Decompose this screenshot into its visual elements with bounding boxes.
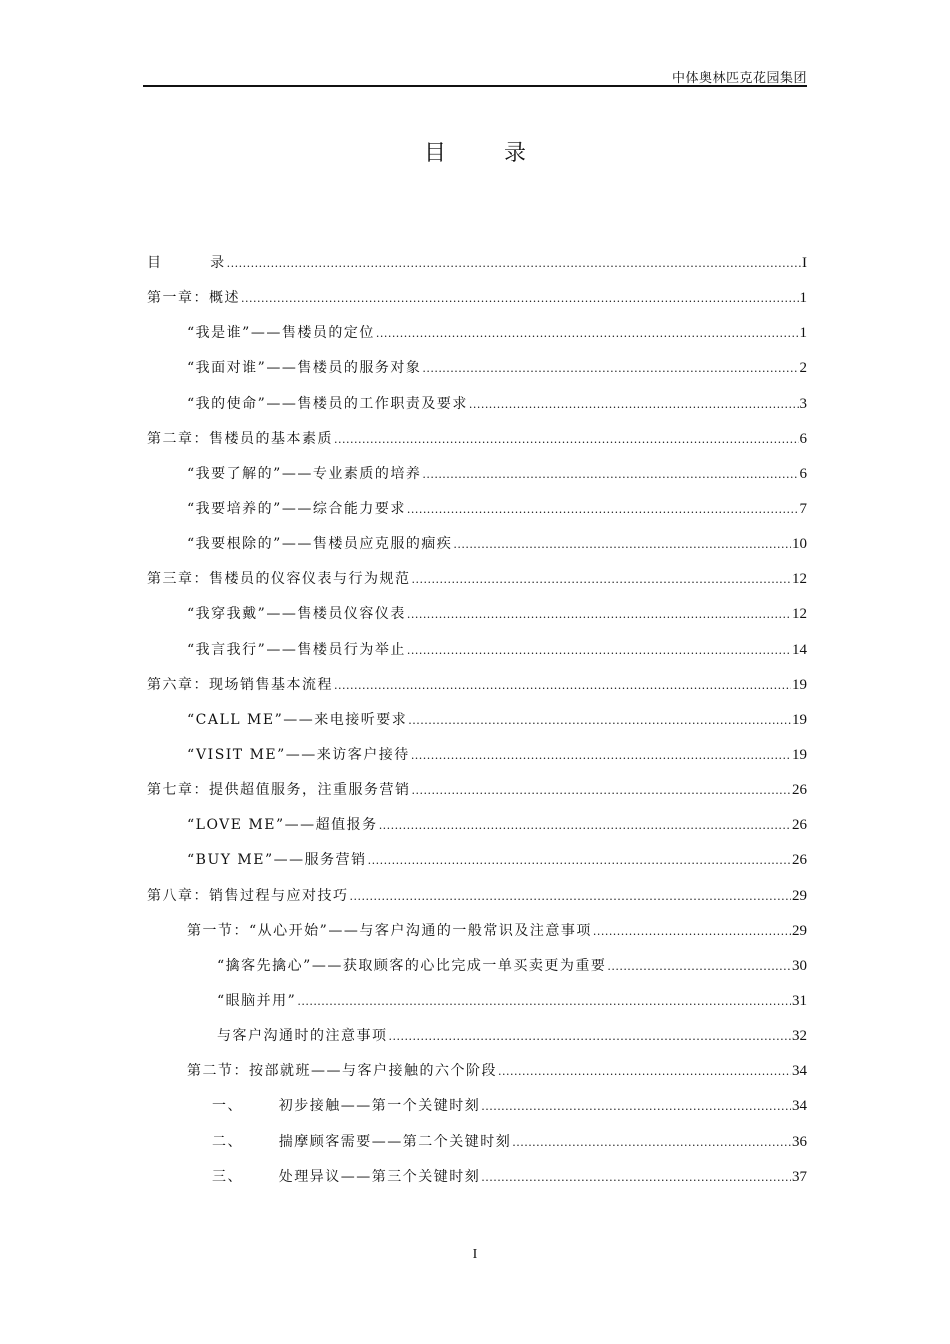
toc-entry-label: “擒客先擒心”——获取顾客的心比完成一单买卖更为重要 [217, 957, 607, 974]
toc-entry[interactable] [147, 253, 807, 288]
toc-entry[interactable] [147, 850, 807, 885]
page-title: 目录 [423, 141, 584, 166]
toc-entry-label: “我要根除的”——售楼员应克服的痼疾 [187, 536, 453, 553]
toc-entry-page: 19 [792, 711, 807, 728]
toc-entry-page: 37 [792, 1168, 807, 1185]
toc-leader-dots [407, 604, 791, 625]
toc-entry-label: “CALL ME”——来电接听要求 [187, 711, 408, 728]
toc-entry-page: 19 [792, 676, 807, 693]
toc-entry-page: 26 [792, 852, 807, 869]
toc-entry-page: 3 [799, 395, 807, 412]
toc-entry-page: 1 [799, 325, 807, 342]
toc-entry-label: 第八章：销售过程与应对技巧 [147, 887, 349, 904]
toc-entry[interactable] [147, 534, 807, 569]
toc-entry-label: 与客户沟通时的注意事项 [217, 1028, 388, 1045]
toc-entry-label: 第六章：现场销售基本流程 [147, 676, 333, 693]
toc-leader-dots [379, 815, 791, 836]
toc-entry[interactable] [147, 921, 807, 956]
toc-leader-dots [350, 886, 792, 907]
toc-entry-label: “LOVE ME”——超值报务 [187, 817, 378, 834]
toc-entry-label: 第一章：概述 [147, 290, 240, 307]
toc-entry-label: “BUY ME”——服务营销 [187, 852, 367, 869]
toc-entry-label: “我要了解的”——专业素质的培养 [187, 465, 422, 482]
toc-entry[interactable] [147, 604, 807, 639]
toc-leader-dots [241, 288, 799, 309]
toc-entry-label: 第三章：售楼员的仪容仪表与行为规范 [147, 571, 411, 588]
toc-entry[interactable] [147, 1167, 807, 1202]
toc-leader-dots [334, 675, 791, 696]
toc-entry-label: 第一节：“从心开始”——与客户沟通的一般常识及注意事项 [187, 922, 592, 939]
toc-entry-page: 12 [792, 571, 807, 588]
toc-entry-label: 第七章：提供超值服务，注重服务营销 [147, 782, 411, 799]
toc-leader-dots [408, 710, 791, 731]
toc-entry[interactable] [147, 323, 807, 358]
toc-entry-page: 6 [799, 430, 807, 447]
toc-entry[interactable] [147, 675, 807, 710]
toc-leader-dots [407, 499, 799, 520]
toc-leader-dots [593, 921, 791, 942]
toc-entry[interactable] [147, 991, 807, 1026]
toc-entry[interactable] [147, 1096, 807, 1131]
toc-leader-dots [412, 569, 792, 590]
toc-entry[interactable] [147, 358, 807, 393]
toc-entry-page: I [802, 255, 807, 271]
toc-entry-page: 2 [799, 360, 807, 377]
toc-entry[interactable] [147, 569, 807, 604]
footer-page-number: I [472, 1247, 478, 1262]
toc-entry-page: 29 [792, 887, 807, 904]
toc-entry[interactable] [147, 288, 807, 323]
toc-entry-label: “眼脑并用” [217, 992, 297, 1009]
toc-leader-dots [453, 534, 791, 555]
toc-entry-page: 1 [799, 290, 807, 307]
toc-entry-page: 12 [792, 606, 807, 623]
toc-entry-label: “VISIT ME”——来访客户接待 [187, 746, 410, 763]
toc-leader-dots [411, 745, 791, 766]
toc-leader-dots [389, 1026, 792, 1047]
toc-entry[interactable] [147, 464, 807, 499]
toc-entry[interactable] [147, 1061, 807, 1096]
table-of-contents [147, 253, 807, 1202]
toc-entry-page: 26 [792, 817, 807, 834]
toc-entry-label: 二、 揣摩顾客需要——第二个关键时刻 [212, 1133, 512, 1150]
toc-leader-dots [607, 956, 791, 977]
toc-entry-label: “我的使命”——售楼员的工作职责及要求 [187, 395, 468, 412]
toc-entry-page: 34 [792, 1098, 807, 1115]
toc-entry-label: 目 录 [147, 255, 226, 271]
header-rule [143, 85, 807, 87]
toc-entry[interactable] [147, 745, 807, 780]
toc-entry-label: “我言我行”——售楼员行为举止 [187, 641, 406, 658]
toc-entry[interactable] [147, 640, 807, 675]
toc-leader-dots [481, 1096, 791, 1117]
toc-entry-page: 30 [792, 957, 807, 974]
toc-entry[interactable] [147, 394, 807, 429]
toc-entry[interactable] [147, 780, 807, 815]
toc-entry-label: 三、 处理异议——第三个关键时刻 [212, 1168, 481, 1185]
toc-entry[interactable] [147, 710, 807, 745]
toc-entry[interactable] [147, 499, 807, 534]
toc-entry[interactable] [147, 429, 807, 464]
toc-leader-dots [422, 358, 798, 379]
toc-entry-page: 36 [792, 1133, 807, 1150]
toc-entry[interactable] [147, 956, 807, 991]
toc-entry-page: 31 [792, 992, 807, 1009]
toc-entry-label: “我穿我戴”——售楼员仪容仪表 [187, 606, 406, 623]
toc-entry-label: 一、 初步接触——第一个关键时刻 [212, 1098, 481, 1115]
toc-entry-page: 14 [792, 641, 807, 658]
toc-entry-page: 6 [799, 465, 807, 482]
toc-entry-page: 34 [792, 1063, 807, 1080]
toc-leader-dots [334, 429, 799, 450]
toc-entry-page: 10 [792, 536, 807, 553]
toc-entry-label: 第二节：按部就班——与客户接触的六个阶段 [187, 1063, 497, 1080]
toc-leader-dots [469, 394, 799, 415]
toc-entry-label: “我是谁”——售楼员的定位 [187, 325, 375, 342]
toc-entry-label: “我要培养的”——综合能力要求 [187, 500, 406, 517]
toc-entry-label: “我面对谁”——售楼员的服务对象 [187, 360, 422, 377]
toc-entry-page: 26 [792, 782, 807, 799]
toc-entry-page: 29 [792, 922, 807, 939]
toc-leader-dots [422, 464, 798, 485]
toc-leader-dots [498, 1061, 791, 1082]
toc-leader-dots [481, 1167, 791, 1188]
toc-entry[interactable] [147, 886, 807, 921]
toc-entry[interactable] [147, 1026, 807, 1061]
toc-leader-dots [412, 780, 792, 801]
toc-entry-label: 第二章：售楼员的基本素质 [147, 430, 333, 447]
toc-entry[interactable] [147, 815, 807, 850]
toc-entry-page: 7 [799, 500, 807, 517]
toc-leader-dots [368, 850, 791, 871]
toc-leader-dots [376, 323, 799, 344]
toc-entry-page: 19 [792, 746, 807, 763]
toc-leader-dots [297, 991, 791, 1012]
toc-entry-page: 32 [792, 1028, 807, 1045]
toc-entry[interactable] [147, 1132, 807, 1167]
toc-leader-dots [407, 640, 791, 661]
toc-leader-dots [512, 1132, 791, 1153]
header-company: 中体奥林匹克花园集团 [671, 71, 807, 86]
toc-leader-dots [227, 253, 801, 274]
